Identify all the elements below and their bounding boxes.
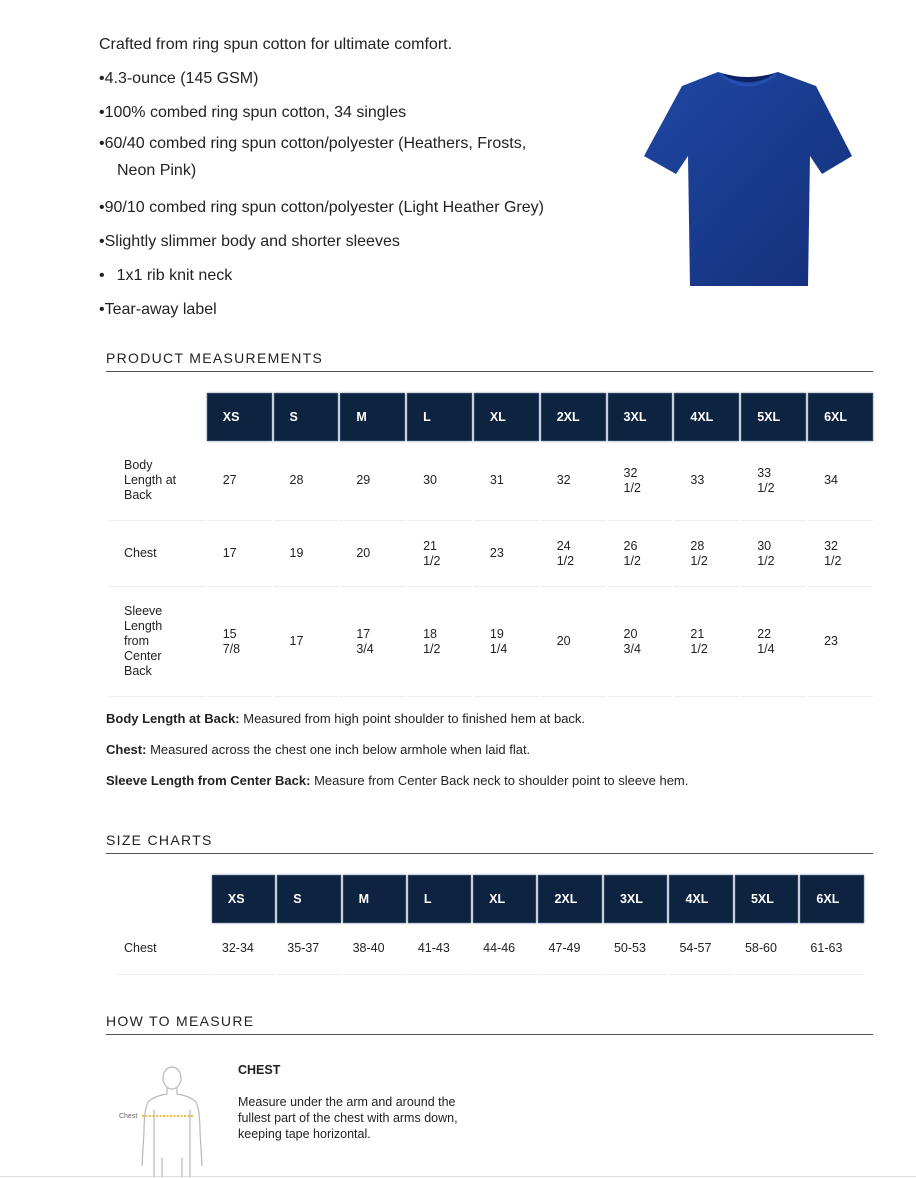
table-cell: 44-46 <box>473 923 536 975</box>
section-divider <box>106 853 873 854</box>
feature-item: •100% combed ring spun cotton, 34 singles <box>99 104 407 121</box>
table-cell: 32 <box>541 441 606 521</box>
table-cell: 19 1/4 <box>474 587 539 697</box>
table-cell: 22 1/4 <box>741 587 806 697</box>
size-header: 5XL <box>741 393 806 441</box>
feature-item: •60/40 combed ring spun cotton/polyester (Heathers, Frosts, Neon Pink) <box>99 135 527 179</box>
table-cell: 61-63 <box>800 923 864 975</box>
table-row <box>108 587 873 697</box>
size-header: M <box>343 875 406 923</box>
size-header: XL <box>473 875 536 923</box>
product-measurements-table <box>106 393 875 697</box>
size-header: XL <box>474 393 539 441</box>
table-cell: 20 <box>541 587 606 697</box>
feature-item: •Slightly slimmer body and shorter sleeves <box>99 233 400 250</box>
table-cell: 17 <box>207 521 272 587</box>
table-cell: 15 7/8 <box>207 587 272 697</box>
bullet: • <box>99 199 105 216</box>
table-cell: 38-40 <box>343 923 406 975</box>
table-cell: 33 <box>674 441 739 521</box>
bullet: • <box>99 267 105 284</box>
table-cell: 21 1/2 <box>674 587 739 697</box>
blue-tshirt-image <box>640 66 856 292</box>
table-cell: 19 <box>274 521 339 587</box>
feature-item: •4.3-ounce (145 GSM) <box>99 70 259 87</box>
figure-chest-label: Chest <box>119 1113 138 1120</box>
bullet: • <box>99 135 105 152</box>
table-cell: 23 <box>808 587 873 697</box>
size-header-row <box>116 875 864 923</box>
row-label: Chest <box>108 521 205 587</box>
row-label: Body Length at Back <box>108 441 205 521</box>
table-cell: 32-34 <box>212 923 275 975</box>
table-cell: 30 <box>407 441 472 521</box>
table-cell: 50-53 <box>604 923 667 975</box>
table-cell: 41-43 <box>408 923 471 975</box>
table-cell: 17 3/4 <box>340 587 405 697</box>
table-cell: 32 1/2 <box>608 441 673 521</box>
size-header: 6XL <box>808 393 873 441</box>
size-header: 3XL <box>604 875 667 923</box>
note-chest: Chest: Measured across the chest one inch below armhole when laid flat. <box>106 742 531 757</box>
table-cell: 24 1/2 <box>541 521 606 587</box>
table-cell: 47-49 <box>538 923 601 975</box>
size-header: L <box>408 875 471 923</box>
size-header: 3XL <box>608 393 673 441</box>
table-cell: 26 1/2 <box>608 521 673 587</box>
feature-item: • 1x1 rib knit neck <box>99 267 233 284</box>
bullet: • <box>99 301 105 318</box>
size-header: 2XL <box>538 875 601 923</box>
table-cell: 18 1/2 <box>407 587 472 697</box>
table-row <box>116 923 864 975</box>
feature-item: •Tear-away label <box>99 301 217 318</box>
table-cell: 21 1/2 <box>407 521 472 587</box>
size-header: XS <box>212 875 275 923</box>
body-measure-figure-icon <box>114 1062 214 1178</box>
page-bottom-border <box>0 1176 916 1177</box>
table-cell: 27 <box>207 441 272 521</box>
row-label: Sleeve Length from Center Back <box>108 587 205 697</box>
header-blank <box>116 875 210 923</box>
table-row <box>108 521 873 587</box>
size-header: S <box>274 393 339 441</box>
table-cell: 31 <box>474 441 539 521</box>
size-header-row <box>108 393 873 441</box>
bullet: • <box>99 70 105 87</box>
size-header: 6XL <box>800 875 864 923</box>
section-divider <box>106 371 873 372</box>
size-header: 4XL <box>674 393 739 441</box>
size-header: L <box>407 393 472 441</box>
size-header: M <box>340 393 405 441</box>
section-divider <box>106 1034 873 1035</box>
table-cell: 17 <box>274 587 339 697</box>
table-cell: 58-60 <box>735 923 798 975</box>
product-description <box>99 28 619 327</box>
row-label: Chest <box>116 923 210 975</box>
note-sleeve-length: Sleeve Length from Center Back: Measure from Center Back neck to shoulder point to sleeve hem. <box>106 773 689 788</box>
table-cell: 28 <box>274 441 339 521</box>
intro-text: Crafted from ring spun cotton for ultimate comfort. <box>99 36 453 53</box>
size-header: 5XL <box>735 875 798 923</box>
measurement-notes <box>106 710 688 803</box>
feature-item: •90/10 combed ring spun cotton/polyester (Light Heather Grey) <box>99 199 544 216</box>
table-cell: 32 1/2 <box>808 521 873 587</box>
chest-measure-instructions: Measure under the arm and around the fullest part of the chest with arms down, keeping tape horizontal. <box>238 1095 458 1141</box>
table-cell: 29 <box>340 441 405 521</box>
size-header: S <box>277 875 340 923</box>
table-cell: 20 <box>340 521 405 587</box>
size-header: 4XL <box>669 875 732 923</box>
table-cell: 33 1/2 <box>741 441 806 521</box>
size-chart-table <box>114 875 866 975</box>
note-body-length: Body Length at Back: Measured from high point shoulder to finished hem at back. <box>106 711 586 726</box>
size-header: 2XL <box>541 393 606 441</box>
table-cell: 28 1/2 <box>674 521 739 587</box>
how-to-measure-title: HOW TO MEASURE <box>106 1013 255 1029</box>
size-charts-title: SIZE CHARTS <box>106 832 213 848</box>
table-cell: 35-37 <box>277 923 340 975</box>
bullet: • <box>99 233 105 250</box>
product-measurements-title: PRODUCT MEASUREMENTS <box>106 350 324 366</box>
table-cell: 54-57 <box>669 923 732 975</box>
table-cell: 30 1/2 <box>741 521 806 587</box>
table-cell: 23 <box>474 521 539 587</box>
table-row <box>108 441 873 521</box>
header-blank <box>108 393 205 441</box>
chest-measure-heading: CHEST <box>238 1063 281 1077</box>
table-cell: 20 3/4 <box>608 587 673 697</box>
size-header: XS <box>207 393 272 441</box>
table-cell: 34 <box>808 441 873 521</box>
bullet: • <box>99 104 105 121</box>
